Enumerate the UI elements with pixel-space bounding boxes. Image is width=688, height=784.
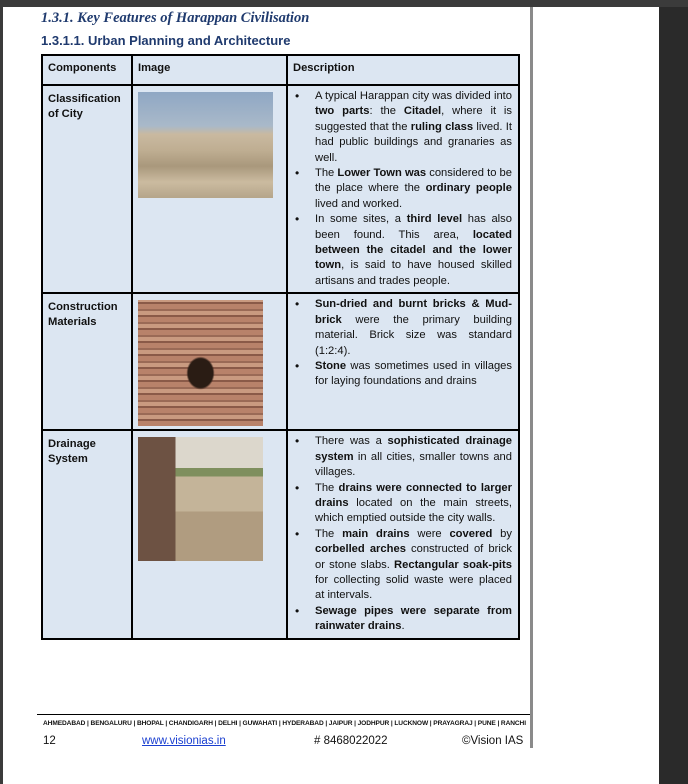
text: in all cities, smaller towns and villages. xyxy=(315,450,512,479)
subsection-title: 1.3.1.1. Urban Planning and Architecture xyxy=(41,33,291,48)
bold-text: Sewage pipes were separate from rainwater drains xyxy=(315,604,512,633)
description-cell xyxy=(287,85,519,293)
text: The xyxy=(315,481,339,494)
text: has also been found. This area, xyxy=(315,213,512,241)
text: , where it is suggested that the xyxy=(315,105,512,133)
bold-text: third level xyxy=(406,213,463,226)
footer-cities: AHMEDABAD | BENGALURU | BHOPAL | CHANDIGARH | DELHI | GUWAHATI | HYDERABAD | JAIPUR | JODHPUR | LUCKNOW | PRAYAGRAJ | PUNE | RANCHI xyxy=(43,720,526,727)
text: were the primary building material. Brick size was standard (1:2:4). xyxy=(315,313,512,357)
bold-text: covered xyxy=(449,527,493,540)
text: The xyxy=(315,527,343,540)
description-bullet xyxy=(315,297,512,359)
text: located on the main streets, which emptied outside the city walls. xyxy=(315,496,512,525)
text: by xyxy=(492,527,512,540)
bold-text: ruling class xyxy=(410,120,474,133)
description-bullet xyxy=(315,434,512,480)
header-description: Description xyxy=(287,55,519,85)
bold-text: Sun-dried and burnt bricks & Mud-brick xyxy=(315,298,512,326)
bold-text: Rectangular soak-pits xyxy=(394,558,512,571)
bold-text: Lower Town was xyxy=(337,167,427,180)
features-table xyxy=(41,54,520,640)
table-row xyxy=(42,430,519,638)
page-margin-rule xyxy=(530,7,533,748)
text: constructed of brick or stone slabs. xyxy=(315,543,513,571)
footer-phone: # 8468022022 xyxy=(314,735,388,747)
page-number: 12 xyxy=(43,735,56,747)
table-row xyxy=(42,85,519,293)
image-cell xyxy=(132,85,287,293)
text: lived. It had public buildings and granaries as well. xyxy=(315,120,512,164)
text: considered to be the place where the xyxy=(315,167,512,195)
bold-text: ordinary people xyxy=(425,182,512,195)
description-bullet xyxy=(315,166,512,212)
description-bullet xyxy=(315,527,512,604)
description-bullet xyxy=(315,359,512,390)
component-cell: Classification of City xyxy=(42,85,132,293)
description-cell xyxy=(287,430,519,638)
viewer-top-bar xyxy=(0,0,688,7)
viewer-background xyxy=(659,7,688,784)
bold-text: main drains xyxy=(342,527,410,540)
text: In some sites, a xyxy=(315,213,407,226)
table-row xyxy=(42,293,519,430)
section-title: 1.3.1. Key Features of Harappan Civilisation xyxy=(41,10,310,26)
component-cell: Construction Materials xyxy=(42,293,132,430)
drainage-photo xyxy=(138,437,263,561)
text: . xyxy=(401,620,405,633)
image-cell xyxy=(132,293,287,430)
document-page xyxy=(3,7,659,784)
bold-text: drains were connected to larger drains xyxy=(315,481,513,509)
header-image: Image xyxy=(132,55,287,85)
description-list xyxy=(293,89,512,289)
bold-text: two parts xyxy=(315,105,370,118)
text: The xyxy=(315,167,338,180)
text: were xyxy=(409,527,450,540)
footer-brand: ©Vision IAS xyxy=(462,735,524,747)
description-list xyxy=(293,434,512,634)
header-components: Components xyxy=(42,55,132,85)
table-header-row xyxy=(42,55,519,85)
text: : the xyxy=(369,105,404,118)
text: There was a xyxy=(315,435,388,448)
text: , is said to have housed skilled artisans and trades people. xyxy=(315,259,512,287)
component-cell: Drainage System xyxy=(42,430,132,638)
description-cell xyxy=(287,293,519,430)
text: lived and worked. xyxy=(315,197,403,210)
bold-text: Citadel xyxy=(403,105,442,118)
citadel-photo xyxy=(138,92,273,198)
description-bullet xyxy=(315,89,512,166)
bold-text: Stone xyxy=(315,359,347,372)
text: was sometimes used in villages for laying foundations and drains xyxy=(315,359,512,388)
footer-divider xyxy=(37,714,530,715)
description-bullet xyxy=(315,481,512,527)
bold-text: sophisticated drainage system xyxy=(315,435,512,463)
brick-wall-photo xyxy=(138,300,263,426)
text: A typical Harappan city was divided into xyxy=(315,90,512,102)
image-cell xyxy=(132,430,287,638)
bold-text: corbelled arches xyxy=(315,543,406,556)
bold-text: located between the citadel and the lower town xyxy=(315,228,512,272)
description-bullet xyxy=(315,604,512,635)
text: for collecting solid waste were placed at intervals. xyxy=(315,573,512,602)
website-link[interactable]: www.visionias.in xyxy=(142,735,226,747)
description-bullet xyxy=(315,212,512,289)
description-list xyxy=(293,297,512,389)
